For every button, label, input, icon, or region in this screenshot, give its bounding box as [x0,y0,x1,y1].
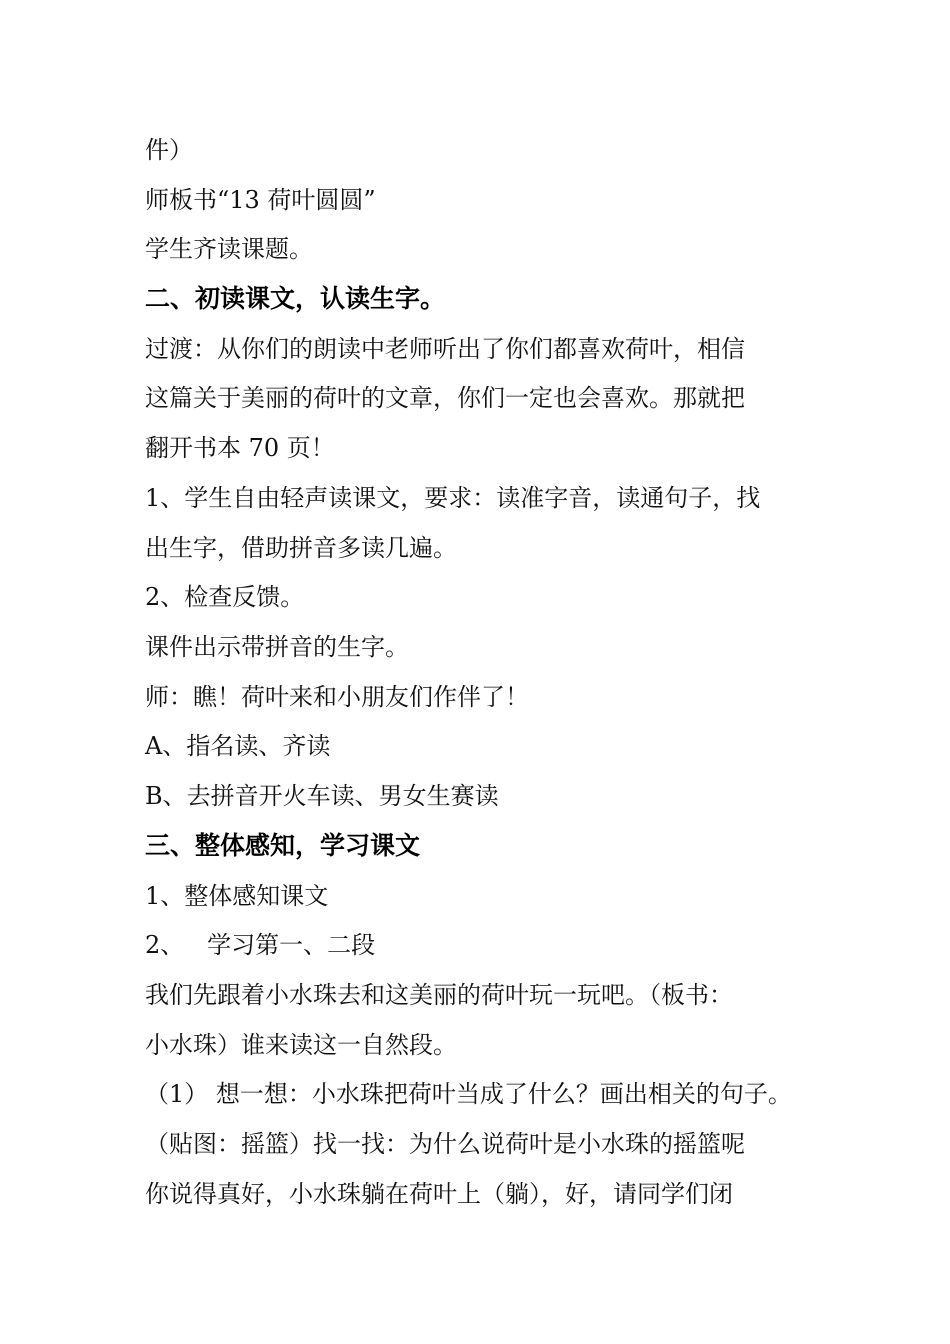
text-line: 2、检查反馈。 [145,583,305,611]
text-line: 师：瞧！荷叶来和小朋友们作伴了！ [145,683,529,711]
text-line: B、去拼音开火车读、男女生赛读 [145,782,499,810]
text-line: 出生字，借助拼音多读几遍。 [145,534,457,562]
text-line: A、指名读、齐读 [145,732,331,760]
text-line: 这篇关于美丽的荷叶的文章，你们一定也会喜欢。那就把 [145,384,745,412]
section-heading: 二、初读课文，认读生字。 [145,284,446,313]
text-line: 课件出示带拼音的生字。 [145,633,409,661]
text-line: 2、 学习第一、二段 [145,931,376,959]
text-line: 翻开书本 70 页！ [145,434,335,462]
text-line: 学生齐读课题。 [145,235,313,263]
section-heading: 三、整体感知，学习课文 [145,831,421,860]
text-line: （贴图：摇篮）找一找：为什么说荷叶是小水珠的摇篮呢 [145,1130,745,1158]
text-line: 1、学生自由轻声读课文，要求：读准字音，读通句子，找 [145,484,761,512]
text-line: （1） 想一想：小水珠把荷叶当成了什么？画出相关的句子。 [145,1080,792,1108]
text-line: 件） [145,136,193,164]
text-line: 你说得真好，小水珠躺在荷叶上（躺），好，请同学们闭 [145,1180,733,1208]
text-line: 1、整体感知课文 [145,882,329,910]
text-line: 师板书“13 荷叶圆圆” [145,186,376,214]
text-line: 小水珠）谁来读这一自然段。 [145,1031,457,1059]
text-line: 过渡：从你们的朗读中老师听出了你们都喜欢荷叶，相信 [145,335,745,363]
text-line: 我们先跟着小水珠去和这美丽的荷叶玩一玩吧。（板书： [145,981,733,1009]
